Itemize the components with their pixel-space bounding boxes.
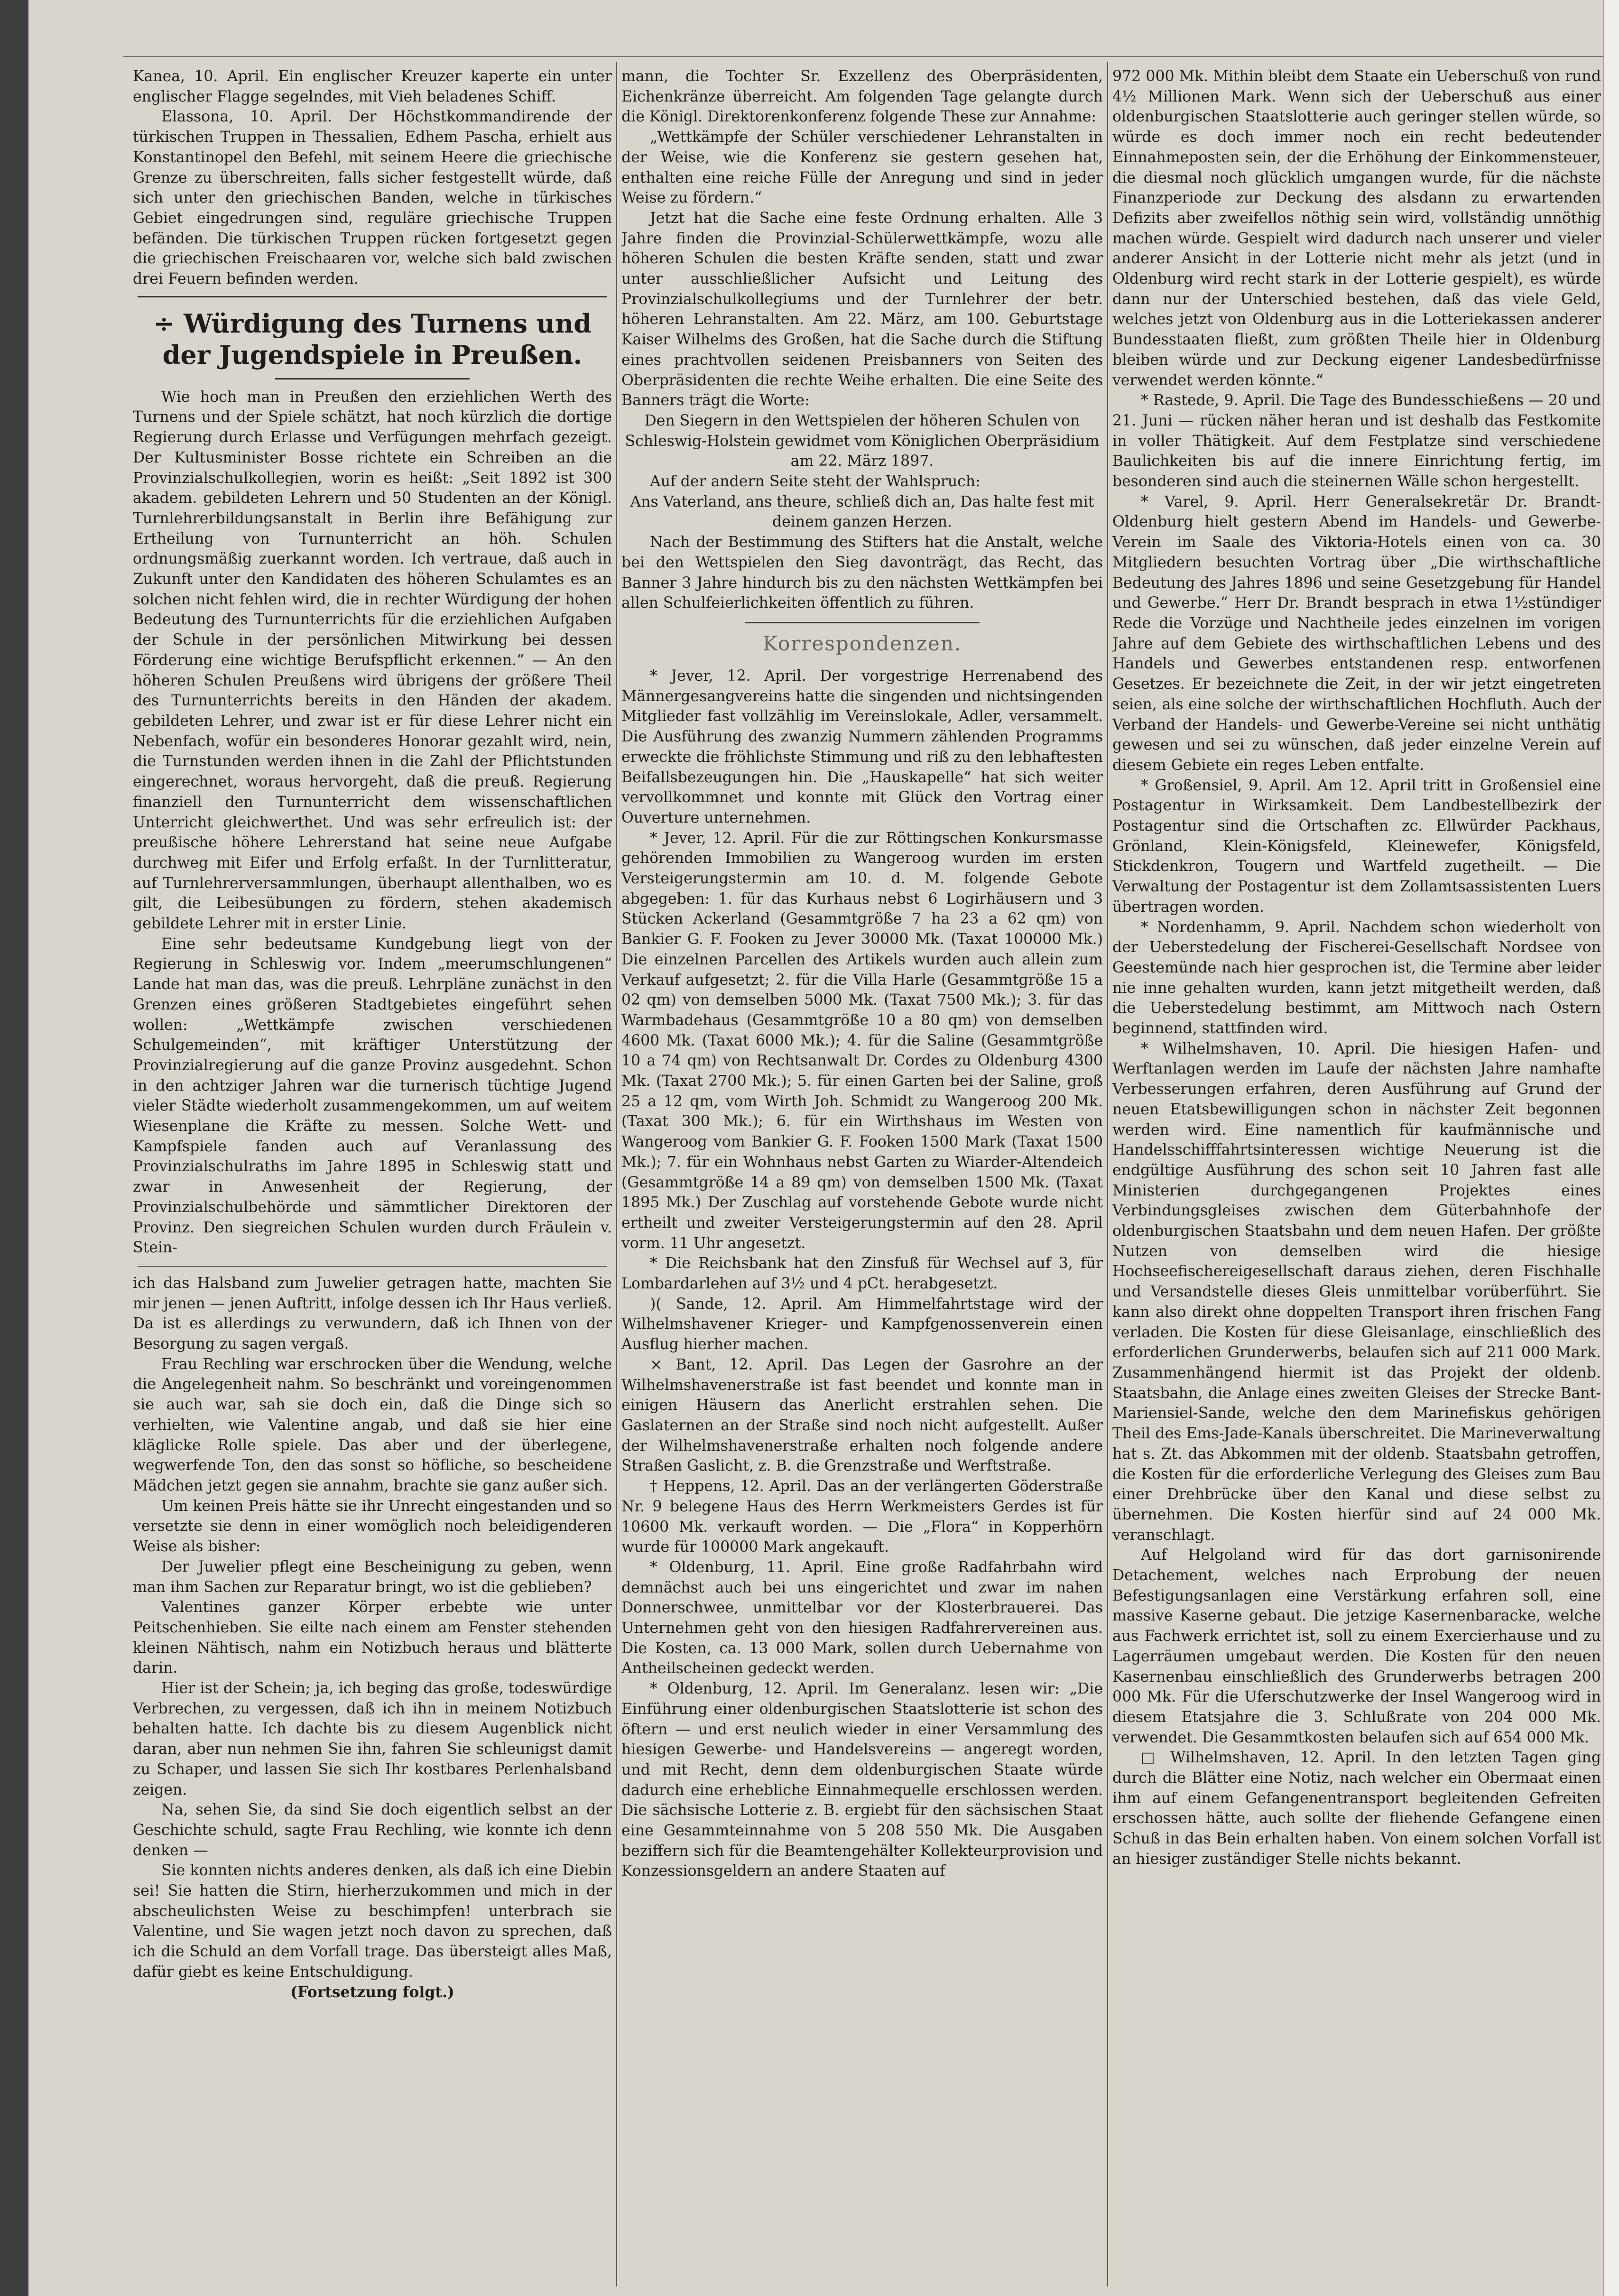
column-3 (1112, 66, 1601, 2282)
news-varel: * Varel, 9. April. Herr Generalsekretär Dr. Brandt-Oldenburg hielt gestern Abend im Handels- und Gewerbe-Verein im Saale des Viktoria-Hotels einen von ca. 30 Mitgliedern besuchten Vortrag über „Die wirthschaftliche Bedeutung des Jahres 1896 und seine Gesetzgebung für Handel und Gewerbe.“ Herr Dr. Brandt besprach in etwa 1½stündiger Rede die Vorzüge und Nachtheile jedes einzelnen im vorigen Jahre auf dem Gebiete des wirthschaftlichen Lebens und des Handels und Gewerbes entstandenen resp. entworfenen Gesetzes. Er bezeichnete die Zeit, in der wir jetzt eingetreten seien, als eine solche der wirthschaftlichen Hochfluth. Auch der Verband der Handels- und Gewerbe-Vereine sei nicht unthätig gewesen und sei zu wünschen, daß jeder einzelne Verein auf diesem Gebiete ein reges Leben entfalte. (1112, 493, 1601, 774)
news-jever-1: * Jever, 12. April. Der vorgestrige Herrenabend des Männergesangvereins hatte die singenden und nichtsingenden Mitglieder fast vollzählig im Vereinslokale, Adler, versammelt. Die Ausführung des zwanzig Nummern zählenden Programms erweckte die fröhlichste Stimmung und riß zu den lebhaftesten Beifallsbezeugungen hin. Die „Hauskapelle“ hat sich weiter vervollkommnet und konnte mit Glück den Vortrag einer Ouverture unternehmen. (621, 667, 1103, 826)
article-paragraph: Nach der Bestimmung des Stifters hat die Anstalt, welche bei den Wettspielen den Sieg davonträgt, das Recht, das Banner 3 Jahre hindurch bis zu den nächsten Wettkämpfen bei allen Schulfeierlichkeiten öffentlich zu führen. (621, 534, 1103, 612)
article-paragraph: Auf der andern Seite steht der Wahlspruch: (650, 473, 981, 491)
quote-thesis: „Wettkämpfe der Schüler verschiedener Lehranstalten in der Weise, wie die Konferenz sie gestern gesehen hat, enthalten eine reiche Fülle der Anregung und sind in jeder Weise zu fördern.“ (621, 129, 1103, 207)
divider (745, 622, 980, 623)
news-oldenburg-1: * Oldenburg, 11. April. Eine große Radfahrbahn wird demnächst auch bei uns eingerichtet und zwar im nahen Donnerschwee, unmittelbar vor der Klosterbrauerei. Das Unternehmen geht von den hiesigen Radfahrervereinen aus. Die Kosten, ca. 13 000 Mark, sollen durch Uebernahme von Antheilscheinen gedeckt werden. (621, 1558, 1103, 1677)
news-helgoland: Auf Helgoland wird für das dort garnisonirende Detachement, welches nach Erprobung der neuen Befestigungsanlagen eine Verstärkung erfahren soll, eine massive Kaserne gebaut. Die jetzige Kasernenbaracke, welche aus Fachwerk errichtet ist, soll zu einem Exercierhause und zu Lagerräumen umgebaut werden. Die Kosten für den neuen Kasernenbau einschließlich des Grunderwerbs betragen 200 000 Mk. Für die Uferschutzwerke der Insel Wangeroog wird in diesem Etatsjahre die 3. Schlußrate von 204 000 Mk. verwendet. Die Gesammtkosten belaufen sich auf 654 000 Mk. (1112, 1546, 1601, 1746)
story-paragraph: Hier ist der Schein; ja, ich beging das große, todeswürdige Verbrechen, zu vergessen, daß ich ihn in meinem Notizbuch behalten hatte. Ich dachte bis zu diesem Augenblick nicht daran, aber nun nehmen Sie ihn, fahren Sie schleunigst damit zu Schaper, und lassen Sie sich Ihr kostbares Perlenhalsband zeigen. (133, 1680, 612, 1798)
story-paragraph: Sie konnten nichts anderes denken, als daß ich eine Diebin sei! Sie hatten die Stirn, hierherzukommen und mich in der abscheulichsten Weise zu beschimpfen! unterbrach sie Valentine, und Sie wagen jetzt noch davon zu sprechen, daß ich die Schuld an dem Vorfall trage. Das übersteigt alles Maß, dafür giebt es keine Entschuldigung. (133, 1862, 612, 1981)
column-divider-1 (616, 62, 617, 2287)
column-2 (621, 66, 1103, 2282)
story-paragraph: ich das Halsband zum Juwelier getragen hatte, machten Sie mir jenen — jenen Auftritt, infolge dessen ich Ihr Haus verließ. Da ist es allerdings zu verwundern, daß ich Ihnen von der Besorgung zu sagen vergaß. (133, 1274, 612, 1353)
story-paragraph: Um keinen Preis hätte sie ihr Unrecht eingestanden und so versetzte sie denn in einer womöglich noch beleidigenderen Weise als bisher: (133, 1497, 612, 1555)
story-paragraph: Der Juwelier pflegt eine Bescheinigung zu geben, wenn man ihm Sachen zur Reparatur bringt, wo ist die geblieben? (133, 1558, 612, 1596)
news-nordenhamm: * Nordenhamm, 9. April. Nachdem schon wiederholt von der Ueberstedelung der Fischerei-Gesellschaft Nordsee von Geestemünde nach hier gesprochen ist, die Termine aber leider nie inne gehalten wurden, kann jetzt mitgetheilt werden, daß die Ueberstedelung bestimmt, am Mittwoch nach Ostern beginnend, stattfinden wird. (1112, 918, 1601, 1037)
news-grossensiel: * Großensiel, 9. April. Am 12. April tritt in Großensiel eine Postagentur in Wirksamkeit. Dem Landbestellbezirk der Postagentur sind die Ortschaften zc. Ellwürder Packhaus, Grönland, Klein-Königsfeld, Kleinewefer, Königsfeld, Stickdenkron, Tougern und Wartfeld zugetheilt. — Die Verwaltung der Postagentur ist dem Zollamtsassistenten Luers übertragen worden. (1112, 777, 1601, 916)
newspaper-page (28, 0, 1619, 2296)
article-paragraph: Jetzt hat die Sache eine feste Ordnung erhalten. Alle 3 Jahre finden die Provinzial-Schülerwettkämpfe, wozu alle höheren Schulen die besten Kräfte senden, statt und zwar unter ausschließlicher Aufsicht und Leitung des Provinzialschulkollegiums und der Turnlehrer der betr. höheren Lehranstalten. Am 22. März, am 100. Geburtstage Kaiser Wilhelms des Großen, hat die Sache durch die Stiftung eines prachtvollen seidenen Preisbanners von Seiten des Oberpräsidenten die rechte Weihe erhalten. Die eine Seite des Banners trägt die Worte: (621, 209, 1103, 409)
news-jever-2: * Jever, 12. April. Für die zur Röttingschen Konkursmasse gehörenden Immobilien zu Wangeroog wurden im ersten Versteigerungstermin am 10. d. M. folgende Gebote abgegeben: 1. für das Kurhaus nebst 6 Logirhäusern und 3 Stücken Ackerland (Gesammtgröße 7 ha 23 a 62 qm) von Bankier G. F. Fooken zu Jever 30000 Mk. (Taxat 100000 Mk.) Die einzelnen Parcellen des Artikels wurden auch allein zum Verkauf aufgesetzt; 2. für die Villa Harle (Gesammtgröße 15 a 02 qm) von demselben 5000 Mk. (Taxat 7500 Mk.); 3. für das Warmbadehaus (Gesammtgröße 10 a 80 qm) von demselben 4600 Mk. (Taxat 6000 Mk.); 4. für die Saline (Gesammtgröße 10 a 74 qm) von Rechtsanwalt Dr. Cordes zu Oldenburg 4300 Mk. (Taxat 2700 Mk.); 5. für einen Garten bei der Saline, groß 25 a 12 qm, vom Wirth Joh. Schmidt zu Wangeroog 200 Mk. (Taxat 300 Mk.); 6. für ein Wirthshaus im Westen von Wangeroog vom Bankier G. F. Fooken 1500 Mark (Taxat 1500 Mk.); 7. für ein Wohnhaus nebst Garten zu Wiarder-Altendeich (Gesammtgröße 14 a 89 qm) von demselben 1500 Mk. (Taxat 1895 Mk.) Der Zuschlag auf vorstehende Gebote wurde nicht ertheilt und zweiter Versteigerungstermin auf den 28. April vorm. 11 Uhr angesetzt. (621, 829, 1103, 1252)
divider (275, 378, 470, 380)
section-heading: Korrespondenzen. (762, 631, 962, 655)
story-paragraph: Na, sehen Sie, da sind Sie doch eigentlich selbst an der Geschichte schuld, sagte Frau Rechling, wie konnte ich denn denken — (133, 1801, 612, 1859)
news-lottery-continued: 972 000 Mk. Mithin bleibt dem Staate ein Ueberschuß von rund 4½ Millionen Mark. Wenn sich der Ueberschuß aus einer oldenburgischen Staatslotterie auch geringer stellen würde, so würde es doch immer noch ein recht bedeutender Einnahmeposten sein, der die Erhöhung der Einkommensteuer, die diesmal noch glücklich umgangen wurde, für die nächste Finanzperiode zur Deckung des alsdann zu erwartenden Defizits aber zweifellos nöthig sein wird, vollständig unnöthig machen würde. Gespielt wird dadurch nach unserer und vieler anderer Ansicht in der Lotterie nicht mehr als jetzt (und in Oldenburg wird recht stark in der Lotterie gespielt), es würde dann nur der Unterschied bestehen, daß das viele Geld, welches jetzt von Oldenburg aus in die Lotteriekassen anderer Bundesstaaten fließt, zum größten Theile hier in Oldenburg bleiben würde und zur Deckung eigener Landesbedürfnisse verwendet werden könnte.“ (1112, 68, 1601, 389)
column-divider-2 (1107, 62, 1108, 2287)
quote-banner-inscription: Den Siegern in den Wettspielen der höheren Schulen von Schleswig-Holstein gewidmet vom Königlichen Oberpräsidium am 22. März 1897. (625, 412, 1100, 470)
divider (138, 296, 607, 297)
continuation-note: (Fortsetzung folgt.) (290, 1983, 454, 2001)
story-paragraph: Valentines ganzer Körper erbebte wie unter Peitschenhieben. Sie eilte nach einem am Fenster stehenden kleinen Nähtisch, nahm ein Notizbuch heraus und blätterte darin. (133, 1599, 612, 1677)
adjacent-page-edge (1603, 0, 1619, 2296)
article-paragraph: Wie hoch man in Preußen den erziehlichen Werth des Turnens und der Spiele schätzt, hat noch kürzlich die dortige Regierung durch Erlasse und Verfügungen mehrfach gezeigt. Der Kultusminister Bosse richtete ein Schreiben an die Provinzialschulkollegien, worin es heißt: „Seit 1892 ist 300 akadem. gebildeten Lehrern und 50 Studenten an der Königl. Turnlehrerbildungsanstalt in Berlin ihre Befähigung zur Ertheilung von Turnunterricht an höh. Schulen ordnungsmäßig zuerkannt worden. Ich vertraue, daß auch in Zukunft unter den Kandidaten des höheren Schulamtes es an solchen nicht fehlen wird, die in rechter Würdigung der hohen Bedeutung des Turnunterrichts für die erziehlichen Aufgaben der Schule in der persönlichen Mitwirkung bei dessen Förderung eine wichtige Berufspflicht erkennen.“ — An den höheren Schulen Preußens wird übrigens der größere Theil des Turnunterrichts bereits in den Händen der akadem. gebildeten Lehrer, und zwar ist er für diese Lehrer nicht ein Nebenfach, wofür ein besonderes Honorar gezahlt wird, nein, die Turnstunden werden ihnen in die Zahl der Pflichtstunden eingerechnet, woraus hervorgeht, daß die preuß. Regierung finanziell den Turnunterricht dem wissenschaftlichen Unterricht gleichwerthet. Und was sehr erfreulich ist: der preußische höhere Lehrerstand hat seine neue Aufgabe durchweg mit Eifer und Erfolg erfaßt. In der Turnlitteratur, auf Turnlehrerversammlungen, überhaupt allenthalben, wo es gilt, die Leibesübungen zu fördern, stehen akademisch gebildete Lehrer mit in erster Linie. (133, 388, 612, 933)
news-wilhelmshaven-1: * Wilhelmshaven, 10. April. Die hiesigen Hafen- und Werftanlagen werden im Laufe der nächsten Jahre namhafte Verbesserungen erfahren, deren Ausführung auf Grund der neuen Etatsbewilligungen schon in nächster Zeit begonnen werden wird. Eine namentlich für kaufmännische und Handelsschifffahrtsinteressen wichtige Neuerung ist die endgültige Ausführung des schon seit 10 Jahren fast alle Ministerien durchgegangenen Projektes eines Verbindungsgleises zwischen dem Güterbahnhofe der oldenburgischen Staatsbahn und dem neuen Hafen. Der größte Nutzen von demselben wird die hiesige Hochseefischereigesellschaft daraus ziehen, deren Fischhalle und Versandstelle dieses Gleis unmittelbar vorüberführt. Sie kann also direkt ohne doppelten Transport ihren frischen Fang verladen. Die Kosten für diese Gleisanlage, einschließlich des erforderlichen Grunderwerbs, belaufen sich auf 211 000 Mark. Zusammenhängend hiermit ist das Projekt der oldenb. Staatsbahn, die Anlage eines zweiten Gleises der Strecke Bant-Mariensiel-Sande, welche den dem Marinefiskus gehörigen Theil des Ems-Jade-Kanals überschreitet. Die Marineverwaltung hat s. Zt. das Abkommen mit der oldenb. Staatsbahn getroffen, die Kosten für die erforderliche Verlegung des Gleises zum Bau einer Drehbrücke über den Kanal und diese selbst zu übernehmen. Die Kosten hierfür sind auf 24 000 Mk. veranschlagt. (1112, 1040, 1601, 1544)
feuilleton-divider (138, 1265, 607, 1267)
article-title: ÷ Würdigung des Turnens und der Jugendspiele in Preußen. (153, 308, 592, 370)
quote-motto: Ans Vaterland, ans theure, schließ dich an, Das halte fest mit deinem ganzen Herzen. (630, 493, 1094, 531)
news-wilhelmshaven-2: □ Wilhelmshaven, 12. April. In den letzten Tagen ging durch die Blätter eine Notiz, nach welcher ein Obermaat einen ihm auf einem Gefangenentransport begleitenden Gefreiten erschossen hätte, auch sollte der fliehende Gefangene einen Schuß in das Bein erhalten haben. Von einem solchen Vorfall ist an hiesiger zuständiger Stelle nichts bekannt. (1112, 1749, 1601, 1868)
news-heppens: † Heppens, 12. April. Das an der verlängerten Göderstraße Nr. 9 belegene Haus des Herrn Werkmeisters Gerdes ist für 10600 Mk. verkauft worden. — Die „Flora“ in Kopperhörn wurde für 100000 Mark angekauft. (621, 1478, 1103, 1556)
article-paragraph: mann, die Tochter Sr. Exzellenz des Oberpräsidenten, Eichenkränze überreicht. Am folgenden Tage gelangte durch die Königl. Direktorenkonferenz folgende These zur Annahme: (621, 68, 1103, 126)
news-elassona: Elassona, 10. April. Der Höchstkommandirende der türkischen Truppen in Thessalien, Edhem Pascha, erhielt aus Konstantinopel den Befehl, mit seinem Heere die griechische Grenze zu überschreiten, falls sicher festgestellt würde, daß sich unter den griechischen Banden, welche in türkisches Gebiet eingedrungen sind, reguläre griechische Truppen befänden. Die türkischen Truppen rücken fortgesetzt gegen die griechischen Freischaaren vor, welche sich bald zwischen drei Feuern befinden werden. (133, 108, 612, 288)
news-oldenburg-2: * Oldenburg, 12. April. Im Generalanz. lesen wir: „Die Einführung einer oldenburgischen Staatslotterie ist schon des öftern — und erst neulich wieder in einer Versammlung des hiesigen Gewerbe- und Handelsvereins — angeregt worden, und mit Recht, denn dem oldenburgischen Staate würde dadurch eine erhebliche Einnahmequelle erschlossen werden. Die sächsische Lotterie z. B. ergiebt für den sächsischen Staat eine Gesammteinnahme von 5 208 550 Mk. Die Ausgaben beziffern sich für die Beamtengehälter Kollekteurprovision und Konzessionsgeldern an andere Staaten auf (621, 1680, 1103, 1880)
news-rastede: * Rastede, 9. April. Die Tage des Bundesschießens — 20 und 21. Juni — rücken näher heran und ist deshalb das Festkomite in voller Thätigkeit. Auf dem Festplatze sind verschiedene Baulichkeiten bis auf die innere Einrichtung fertig, im besonderen sind auch die steinernen Wälle schon hergestellt. (1112, 392, 1601, 491)
top-rule (123, 56, 1603, 57)
column-1 (133, 66, 612, 2282)
news-bant: × Bant, 12. April. Das Legen der Gasrohre an der Wilhelmshavenerstraße ist fast beendet und konnte man in einigen Häusern das Anerlicht erstrahlen sehen. Die Gaslaternen an der Straße sind noch nicht aufgestellt. Außer der Wilhelmshavenerstraße erhalten noch folgende andere Straßen Gaslicht, z. B. die Grenzstraße und Werftstraße. (621, 1356, 1103, 1475)
news-sande: )( Sande, 12. April. Am Himmelfahrtstage wird der Wilhelmshavener Krieger- und Kampfgenossenverein einen Ausflug hierher machen. (621, 1295, 1103, 1353)
news-kanea: Kanea, 10. April. Ein englischer Kreuzer kaperte ein unter englischer Flagge segelndes, mit Vieh beladenes Schiff. (133, 68, 612, 105)
article-paragraph: Eine sehr bedeutsame Kundgebung liegt von der Regierung in Schleswig vor. Indem „meerumschlungenen“ Lande hat man das, was die preuß. Lehrpläne zunächst in den Grenzen eines größeren Stadtgebietes eingeführt sehen wollen: „Wettkämpfe zwischen verschiedenen Schulgemeinden“, mit kräftiger Unterstützung der Provinzialregierung auf die ganze Provinz ausgedehnt. Schon in den achtziger Jahren war die turnerisch tüchtige Jugend vieler Städte wiederholt zusammengekommen, um auf weitem Wiesenplane die Kräfte zu messen. Solche Wett- und Kampfspiele fanden auch auf Veranlassung des Provinzialschulraths im Jahre 1895 in Schleswig statt und zwar in Anwesenheit der Regierung, der Provinzialschulbehörde und sämmtlicher Direktoren der Provinz. Den siegreichen Schulen wurden durch Fräulein v. Stein- (133, 935, 612, 1257)
news-reichsbank: * Die Reichsbank hat den Zinsfuß für Wechsel auf 3, für Lombardarlehen auf 3½ und 4 pCt. herabgesetzt. (621, 1255, 1103, 1293)
story-paragraph: Frau Rechling war erschrocken über die Wendung, welche die Angelegenheit nahm. So beschränkt und voreingenommen sie auch war, sah sie doch ein, daß die Dinge sich so verhielten, wie Valentine angab, und daß sie hier eine kläglicke Rolle spiele. Das aber und der überlegene, wegwerfende Ton, den das sonst so höfliche, so bescheidene Mädchen jetzt gegen sie annahm, brachte sie ganz außer sich. (133, 1355, 612, 1494)
